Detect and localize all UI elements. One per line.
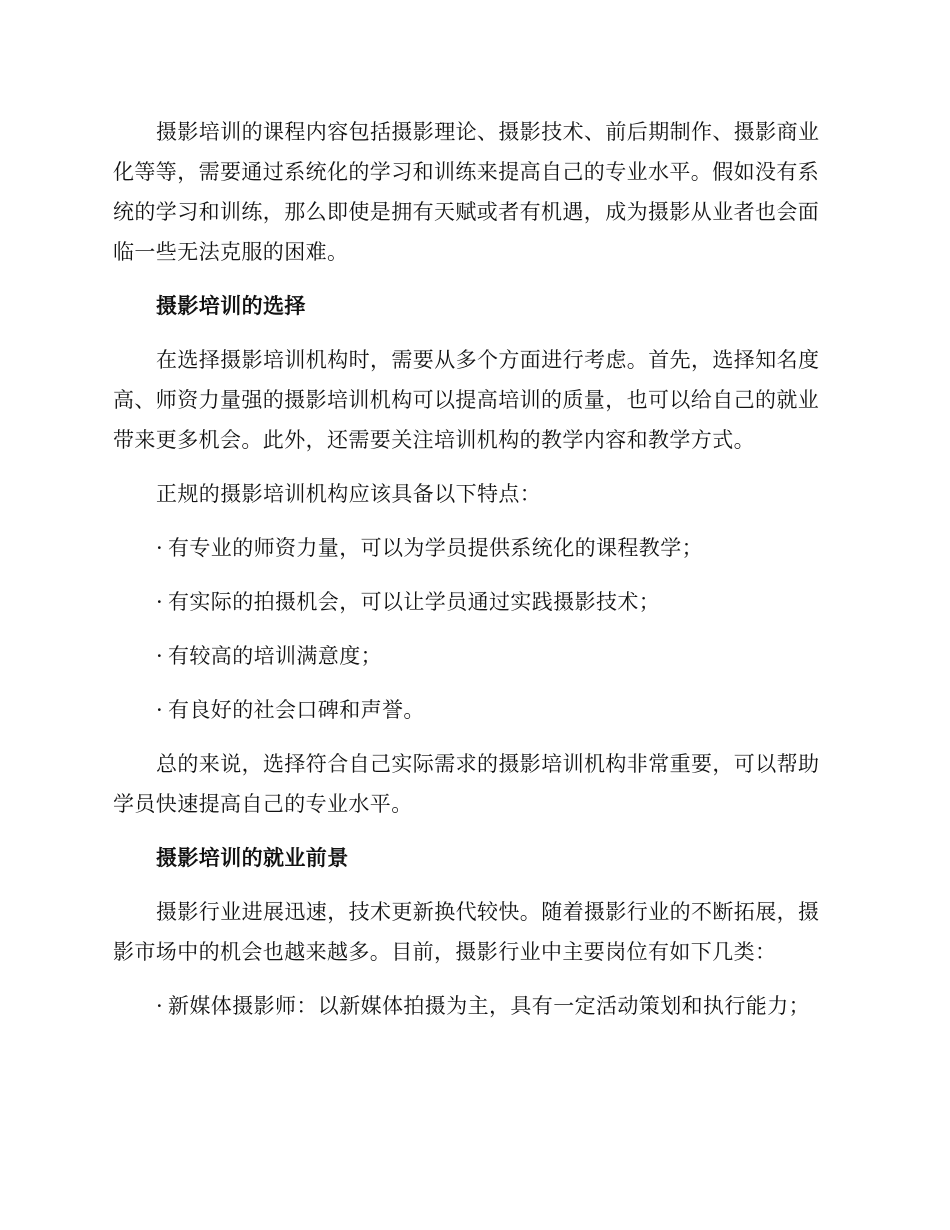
paragraph-summary: 总的来说，选择符合自己实际需求的摄影培训机构非常重要，可以帮助学员快速提高自己的专业水平。 [113, 752, 820, 816]
bullet-dot: · [156, 644, 164, 668]
bullet-dot: · [156, 994, 164, 1018]
paragraph-industry-development: 摄影行业进展迅速，技术更新换代较快。随着摄影行业的不断拓展，摄影市场中的机会也越来越多。目前，摄影行业中主要岗位有如下几类： [113, 900, 820, 964]
bullet-dot: · [156, 698, 164, 722]
bullet-item [113, 636, 833, 676]
bullet-text: 有专业的师资力量，可以为学员提供系统化的课程教学； [168, 536, 703, 560]
bullet-item [113, 582, 833, 622]
bullet-text: 有良好的社会口碑和声誉。 [168, 698, 425, 722]
paragraph-choosing-institution: 在选择摄影培训机构时，需要从多个方面进行考虑。首先，选择知名度高、师资力量强的摄影培训机构可以提高培训的质量，也可以给自己的就业带来更多机会。此外，还需要关注培训机构的教学内容和教学方式。 [113, 348, 820, 452]
bullet-item [113, 986, 833, 1026]
bullet-text: 新媒体摄影师：以新媒体拍摄为主，具有一定活动策划和执行能力； [168, 994, 810, 1018]
document-body [113, 112, 833, 1040]
bullet-dot: · [156, 590, 164, 614]
bullet-item [113, 528, 833, 568]
bullet-dot: · [156, 536, 164, 560]
paragraph-course-content: 摄影培训的课程内容包括摄影理论、摄影技术、前后期制作、摄影商业化等等，需要通过系统化的学习和训练来提高自己的专业水平。假如没有系统的学习和训练，那么即使是拥有天赋或者有机遇，成为摄影从业者也会面临一些无法克服的困难。 [113, 120, 820, 264]
heading-employment-prospects: 摄影培训的就业前景 [156, 845, 349, 870]
bullet-text: 有实际的拍摄机会，可以让学员通过实践摄影技术； [168, 590, 661, 614]
heading-training-choice: 摄影培训的选择 [156, 293, 306, 318]
bullet-item [113, 690, 833, 730]
bullet-text: 有较高的培训满意度； [168, 644, 382, 668]
paragraph-features-intro: 正规的摄影培训机构应该具备以下特点： [156, 482, 542, 506]
